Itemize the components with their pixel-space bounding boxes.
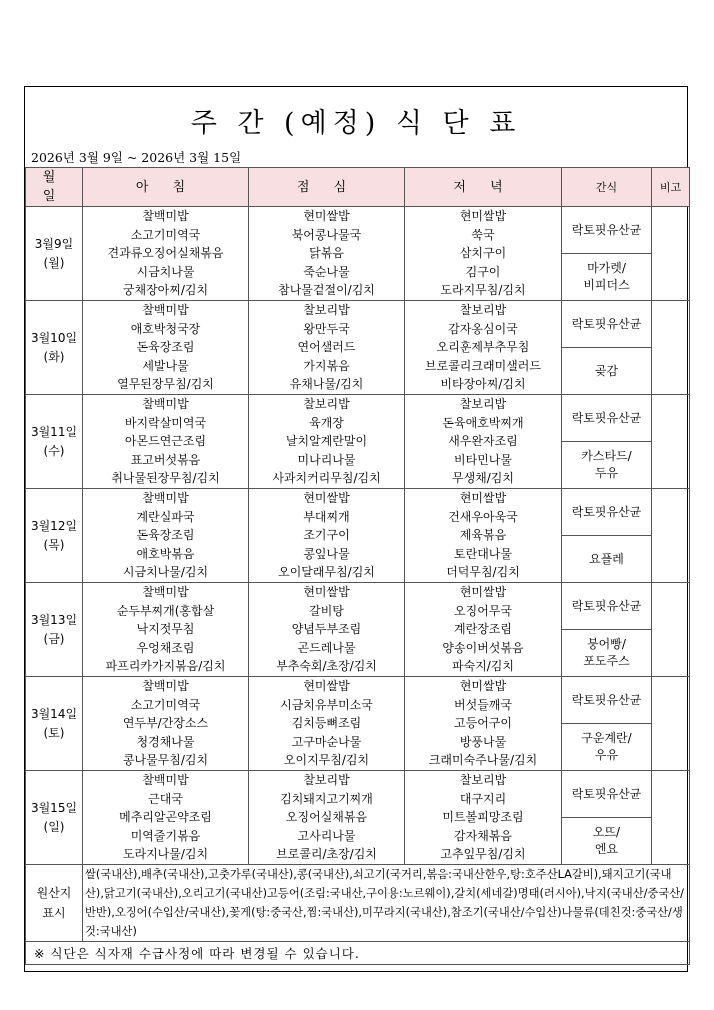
day-weekday: (토): [43, 725, 65, 740]
lunch-item: 참나물겉절이/김치: [278, 283, 375, 298]
dinner-cell: [405, 395, 562, 489]
breakfast-item: 세발나물: [142, 358, 189, 373]
lunch-item: 왕만두국: [303, 321, 350, 336]
dinner-item: 찰보리밥: [459, 397, 507, 411]
lunch-item: 오이지무침/김치: [283, 753, 370, 768]
lunch-item: 브로콜리/초장/김치: [276, 847, 377, 862]
header-row: [26, 168, 690, 207]
lunch-item: 연어샐러드: [297, 340, 356, 355]
breakfast-item: 시금치나물: [136, 264, 195, 279]
day-weekday: (수): [43, 443, 65, 458]
breakfast-item: 미역줄기볶음: [130, 828, 201, 843]
lunch-item: 사과치커리무침/김치: [272, 471, 381, 486]
lunch-item: 시금치유부미소국: [280, 697, 373, 712]
day-row: [26, 583, 690, 630]
lunch-item: 미나리나물: [297, 452, 356, 467]
lunch-item: 죽순나물: [303, 264, 350, 279]
breakfast-item: 도라지나물/김치: [122, 847, 209, 862]
snack-2: 마가렛/ 비피더스: [562, 254, 652, 301]
origin-label-text: 원산지 표시: [36, 886, 72, 920]
snack-2: 구운계란/ 우유: [562, 724, 652, 771]
day-row: [26, 301, 690, 348]
dinner-cell: [405, 677, 562, 771]
breakfast-item: 찰백미밥: [142, 679, 189, 693]
header-day: 월 일: [26, 168, 83, 207]
breakfast-item: 찰백미밥: [142, 491, 189, 505]
lunch-item: 부추숙회/초장/김치: [276, 659, 377, 674]
day-cell: [26, 301, 83, 395]
lunch-item: 현미쌀밥: [303, 491, 350, 505]
breakfast-item: 찰백미밥: [142, 397, 189, 411]
breakfast-item: 애호박청국장: [130, 321, 201, 336]
dinner-cell: [405, 489, 562, 583]
page-title: 주 간 (예정) 식 단 표: [190, 108, 522, 139]
dinner-item: 브로콜리크래미샐러드: [425, 358, 541, 373]
dinner-item: 크래미숙주나물/김치: [428, 753, 538, 768]
breakfast-item: 열무된장무침/김치: [117, 377, 214, 392]
dinner-item: 돈육애호박찌개: [442, 415, 524, 430]
note-cell: [652, 301, 690, 395]
dinner-item: 건새우아욱국: [448, 509, 518, 524]
menu-sheet: [24, 86, 688, 972]
origin-row: [26, 865, 690, 942]
lunch-cell: [249, 677, 405, 771]
breakfast-item: 연두부/간장소스: [122, 716, 209, 731]
dinner-item: 토란대나물: [454, 546, 512, 561]
day-cell: [26, 583, 83, 677]
dinner-item: 제육볶음: [459, 528, 507, 543]
snack-1: 락토핏유산균: [562, 677, 652, 724]
weekly-menu-table: [25, 167, 690, 965]
snack-2: 붕어빵/ 포도주스: [562, 630, 652, 677]
day-row: [26, 489, 690, 536]
day-row: [26, 207, 690, 254]
lunch-cell: [249, 395, 405, 489]
day-weekday: (월): [43, 255, 65, 270]
breakfast-item: 견과류오징어실채볶음: [107, 246, 224, 261]
dinner-item: 방풍나물: [459, 734, 507, 749]
breakfast-item: 메추리알곤약조림: [119, 810, 212, 825]
dinner-item: 쑥국: [471, 227, 495, 242]
dinner-item: 찰보리밥: [459, 303, 507, 317]
dinner-item: 찰보리밥: [459, 773, 507, 787]
day-date: 3월9일: [34, 236, 74, 251]
dinner-item: 더덕무침/김치: [446, 565, 520, 580]
notice-row: [26, 942, 690, 965]
note-cell: [652, 677, 690, 771]
lunch-item: 고구마순나물: [291, 734, 362, 749]
header-lunch: 점 심: [249, 168, 405, 207]
snack-2: 곶감: [562, 348, 652, 395]
day-date: 3월10일: [30, 330, 78, 345]
dinner-item: 삼치구이: [459, 246, 507, 261]
dinner-item: 현미쌀밥: [459, 679, 507, 693]
snack-2: 오뜨/ 엔요: [562, 818, 652, 865]
dinner-item: 양송이버섯볶음: [442, 640, 524, 655]
day-cell: [26, 771, 83, 865]
lunch-item: 양념두부조림: [291, 622, 362, 637]
dinner-item: 대구지리: [459, 791, 507, 806]
breakfast-item: 콩나물무침/김치: [122, 753, 209, 768]
day-row: [26, 395, 690, 442]
dinner-cell: [405, 301, 562, 395]
dinner-cell: [405, 771, 562, 865]
notice-text: ※ 식단은 식자재 수급사정에 따라 변경될 수 있습니다.: [26, 942, 690, 965]
lunch-item: 콩잎나물: [303, 546, 350, 561]
breakfast-item: 시금치나물/김치: [122, 565, 209, 580]
day-date: 3월15일: [30, 800, 78, 815]
breakfast-item: 아몬드연근조림: [124, 434, 207, 449]
header-breakfast: 아 침: [83, 168, 249, 207]
header-dinner: 저 녁: [405, 168, 562, 207]
origin-text: 쌀(국내산),배추(국내산),고춧가루(국내산),콩(국내산),쇠고기(국거리,볶음:국내산한우,탕:호주산LA갈비),돼지고기(국내산),닭고기(국내산),오리고기(국내산)고등어(조림:국내산,구이용:노르웨이),갈치(세네갈)명태(러시아),낙지(국내산/중국산/반반),오징어(수입산/국내산),꽃게(탕:중국산,찜:국내산),미꾸라지(국내산),참조기(국내산/수입산)나물류(데친것:중국산/생것:국내산): [83, 865, 690, 942]
breakfast-item: 낙지젓무침: [136, 622, 195, 637]
breakfast-item: 계란실파국: [136, 509, 195, 524]
day-cell: [26, 395, 83, 489]
breakfast-cell: [83, 771, 249, 865]
lunch-item: 찰보리밥: [303, 303, 350, 317]
lunch-item: 부대찌개: [303, 509, 350, 524]
breakfast-item: 찰백미밥: [142, 303, 189, 317]
snack-2: 요플레: [562, 536, 652, 583]
lunch-item: 곤드레나물: [297, 640, 356, 655]
snack-2: 카스타드/ 두유: [562, 442, 652, 489]
lunch-cell: [249, 489, 405, 583]
dinner-item: 감자채볶음: [454, 828, 512, 843]
dinner-cell: [405, 207, 562, 301]
lunch-item: 현미쌀밥: [303, 679, 350, 693]
snack-1: 락토핏유산균: [562, 583, 652, 630]
breakfast-cell: [83, 489, 249, 583]
breakfast-cell: [83, 677, 249, 771]
dinner-item: 김구이: [465, 264, 501, 279]
lunch-item: 조기구이: [303, 528, 350, 543]
lunch-item: 북어콩나물국: [291, 227, 362, 242]
lunch-item: 찰보리밥: [303, 773, 350, 787]
lunch-item: 유채나물/김치: [289, 377, 364, 392]
breakfast-item: 돈육장조림: [136, 528, 195, 543]
dinner-item: 비타민나물: [454, 452, 512, 467]
lunch-item: 고사리나물: [297, 828, 356, 843]
day-date: 3월12일: [30, 518, 78, 533]
dinner-item: 오리훈제부추무침: [436, 340, 530, 355]
breakfast-item: 우엉채조림: [136, 640, 195, 655]
breakfast-item: 궁채장아찌/김치: [122, 283, 209, 298]
snack-1: 락토핏유산균: [562, 489, 652, 536]
header-snack: 간식: [562, 168, 652, 207]
dinner-item: 도라지무침/김치: [440, 283, 526, 298]
day-date: 3월14일: [30, 706, 78, 721]
breakfast-item: 애호박볶음: [136, 546, 195, 561]
snack-1: 락토핏유산균: [562, 771, 652, 818]
dinner-item: 현미쌀밥: [459, 209, 507, 223]
header-note: 비고: [652, 168, 690, 207]
snack-1: 락토핏유산균: [562, 395, 652, 442]
note-cell: [652, 395, 690, 489]
origin-label: [26, 865, 83, 942]
dinner-item: 고추잎무침/김치: [440, 847, 526, 862]
snack-1: 락토핏유산균: [562, 301, 652, 348]
dinner-item: 파숙지/김치: [451, 659, 514, 674]
lunch-cell: [249, 583, 405, 677]
day-cell: [26, 677, 83, 771]
note-cell: [652, 771, 690, 865]
lunch-cell: [249, 207, 405, 301]
day-row: [26, 771, 690, 818]
breakfast-item: 청경채나물: [136, 734, 195, 749]
dinner-item: 무생채/김치: [451, 471, 514, 486]
breakfast-item: 표고버섯볶음: [130, 452, 201, 467]
breakfast-item: 돈육장조림: [136, 340, 195, 355]
day-cell: [26, 207, 83, 301]
breakfast-item: 소고기미역국: [130, 227, 201, 242]
lunch-item: 찰보리밥: [303, 397, 350, 411]
dinner-item: 오징어무국: [454, 603, 512, 618]
breakfast-item: 찰백미밥: [142, 585, 189, 599]
dinner-item: 고등어구이: [454, 716, 512, 731]
lunch-item: 육개장: [309, 415, 344, 430]
note-cell: [652, 583, 690, 677]
breakfast-cell: [83, 583, 249, 677]
breakfast-cell: [83, 207, 249, 301]
lunch-item: 가지볶음: [303, 358, 350, 373]
lunch-cell: [249, 771, 405, 865]
lunch-item: 오징어실채볶음: [285, 810, 368, 825]
breakfast-item: 근대국: [148, 791, 183, 806]
day-weekday: (화): [43, 349, 65, 364]
breakfast-item: 소고기미역국: [130, 697, 201, 712]
breakfast-item: 바지락살미역국: [124, 415, 207, 430]
lunch-item: 닭볶음: [309, 246, 344, 261]
breakfast-item: 찰백미밥: [142, 773, 189, 787]
dinner-item: 현미쌀밥: [459, 585, 507, 599]
lunch-item: 날치알계란말이: [285, 434, 368, 449]
breakfast-item: 파프리카가지볶음/김치: [105, 659, 226, 674]
dinner-item: 미트볼피망조림: [442, 810, 524, 825]
day-weekday: (금): [43, 631, 65, 646]
day-cell: [26, 489, 83, 583]
lunch-item: 오이달래무침/김치: [278, 565, 375, 580]
lunch-item: 현미쌀밥: [303, 585, 350, 599]
dinner-item: 새우완자조림: [448, 434, 518, 449]
dinner-item: 계란장조림: [454, 622, 512, 637]
breakfast-item: 취나물된장무침/김치: [111, 471, 220, 486]
breakfast-cell: [83, 301, 249, 395]
day-row: [26, 677, 690, 724]
dinner-cell: [405, 583, 562, 677]
lunch-item: 김치등뼈조림: [291, 716, 362, 731]
breakfast-cell: [83, 395, 249, 489]
day-weekday: (목): [43, 537, 65, 552]
note-cell: [652, 207, 690, 301]
lunch-item: 현미쌀밥: [303, 209, 350, 223]
day-date: 3월13일: [30, 612, 78, 627]
dinner-item: 버섯들깨국: [454, 697, 512, 712]
dinner-item: 현미쌀밥: [459, 491, 507, 505]
date-range: 2026년 3월 9일 ~ 2026년 3월 15일: [31, 150, 242, 165]
breakfast-item: 순두부찌개(홍합살: [116, 603, 215, 618]
snack-1: 락토핏유산균: [562, 207, 652, 254]
breakfast-item: 찰백미밥: [142, 209, 189, 223]
lunch-item: 김치돼지고기찌개: [280, 791, 373, 806]
dinner-item: 비타장아찌/김치: [440, 377, 526, 392]
lunch-item: 갈비탕: [309, 603, 344, 618]
dinner-item: 감자옹심이국: [448, 321, 518, 336]
note-cell: [652, 489, 690, 583]
day-date: 3월11일: [30, 424, 78, 439]
lunch-cell: [249, 301, 405, 395]
day-weekday: (일): [43, 819, 65, 834]
